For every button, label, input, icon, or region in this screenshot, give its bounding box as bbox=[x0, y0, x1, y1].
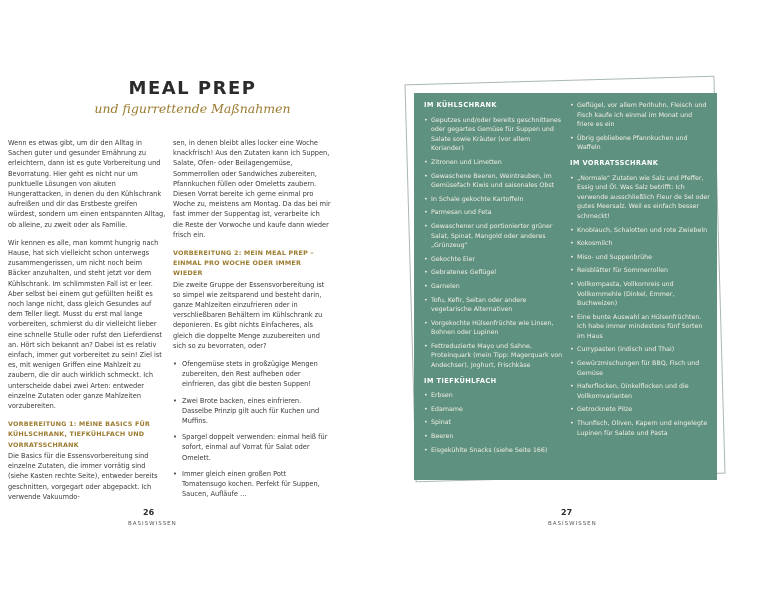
bullet-list bbox=[173, 359, 331, 499]
list-item: • Vorgekochte Hülsenfrüchte wie Linsen, Bohnen oder Lupinen bbox=[424, 319, 564, 338]
list-item: • Haferflocken, Dinkelflocken und die Vollkornvarianten bbox=[570, 382, 710, 401]
list-item: • Garnelen bbox=[424, 282, 564, 292]
box-heading: IM VORRATSSCHRANK bbox=[570, 158, 659, 167]
list-item: • Reisblätter für Sommerrollen bbox=[570, 266, 710, 276]
list-item: • Erbsen bbox=[424, 391, 564, 401]
page-section-label: BASISWISSEN bbox=[128, 521, 177, 527]
list-item: • Miso- und Suppenbrühe bbox=[570, 253, 710, 263]
section-heading: VORBEREITUNG 1: MEINE BASICS FÜR KÜHLSCHRANK, TIEFKÜHLFACH UND VORRATSSCHRANK bbox=[8, 420, 151, 449]
text-column-1 bbox=[8, 138, 166, 510]
list-item: • Tofu, Kefir, Seitan oder andere vegetarische Alternativen bbox=[424, 296, 564, 315]
list-item: • Zitronen und Limetten bbox=[424, 158, 564, 168]
list-item: • Immer gleich einen großen Pott Tomatensugo kochen. Perfekt für Suppen, Saucen, Aufläufe … bbox=[173, 469, 331, 500]
list-item: • Parmesan und Feta bbox=[424, 208, 564, 218]
list-item: • Vollkornpasta, Vollkornreis und Vollkornmehle (Dinkel, Emmer, Buchweizen) bbox=[570, 280, 710, 309]
page-number: 26 bbox=[143, 508, 155, 517]
box-heading: IM TIEFKÜHLFACH bbox=[424, 376, 497, 385]
list-item: • Ofengemüse stets in großzügige Mengen zubereiten, den Rest aufheben oder einfrieren, das gibt die besten Suppen! bbox=[173, 359, 331, 390]
list-item: • Spinat bbox=[424, 418, 564, 428]
list-item: • Eisgekühlte Snacks (siehe Seite 166) bbox=[424, 446, 564, 456]
page-subtitle: und figurrettende Maßnahmen bbox=[94, 101, 291, 116]
list-item: • Gewürzmischungen für BBQ, Fisch und Gemüse bbox=[570, 359, 710, 378]
list-item: • Fettreduzierte Mayo und Sahne, Proteinquark (mein Tipp: Magerquark von Andechser), Joghurt, Frischkäse bbox=[424, 342, 564, 371]
list-item: • Geflügel, vor allem Perlhuhn, Fleisch und Fisch kaufe ich einmal im Monat und friere es ein bbox=[570, 101, 710, 130]
list-item: • Eine bunte Auswahl an Hülsenfrüchten. Ich habe immer mindestens fünf Sorten im Haus bbox=[570, 313, 710, 342]
paragraph: Wenn es etwas gibt, um dir den Alltag in Sachen guter und gesunder Ernährung zu erleichtern, dann ist es gute Vorbereitung und Bevorratung. Hier geht es nicht nur um punktuelle Lösungen von akuten Hungerattacken, in denen du den Kühlschrank aufreißen und dir das Erstbeste greifen würdest, sondern um einen entspannten Alltag, ob alleine, zu zweit oder als Familie. bbox=[8, 139, 166, 229]
list-item: • Knoblauch, Schalotten und rote Zwiebeln bbox=[570, 226, 710, 236]
box-heading: IM KÜHLSCHRANK bbox=[424, 101, 497, 109]
list-item: • Beeren bbox=[424, 432, 564, 442]
list-item: • Getrocknete Pilze bbox=[570, 405, 710, 415]
text-column-2 bbox=[173, 138, 331, 506]
list-item: • Currypasten (indisch und Thai) bbox=[570, 345, 710, 355]
paragraph: sen, in denen bleibt alles locker eine Woche knackfrisch! Aus den Zutaten kann ich Suppen, Salate, Ofen- oder Beilagengemüse, Sommerrollen oder Sandwiches zubereiten, Pfannkuchen füllen oder Omeletts zaubern. Diesen Vorrat bereite ich gerne einmal pro Woche zu, meistens am Montag. Da das bei mir fast immer der Suppentag ist, verarbeite ich die Reste der Vorwoche und kaufe dann wieder frisch ein. bbox=[173, 139, 331, 239]
list-item: • Gewaschener und portionierter grüner Salat, Spinat, Mangold oder anderes „Grünzeug“ bbox=[424, 222, 564, 251]
page-section-label: BASISWISSEN bbox=[548, 521, 597, 527]
list-item: • Spargel doppelt verwenden: einmal heiß für sofort, einmal auf Vorrat für Salat oder Omelett. bbox=[173, 432, 331, 463]
section-heading: VORBEREITUNG 2: MEIN MEAL PREP – EINMAL PRO WOCHE ODER IMMER WIEDER bbox=[173, 249, 314, 278]
list-item: • Kokosmilch bbox=[570, 239, 710, 249]
list-item: • Übrig gebliebene Pfannkuchen und Waffeln bbox=[570, 134, 710, 153]
list-item: • Gebratenes Geflügel bbox=[424, 268, 564, 278]
page-number: 27 bbox=[561, 508, 573, 517]
list-item: • Edamame bbox=[424, 405, 564, 415]
list-item: • Gewaschene Beeren, Weintrauben, im Gemüsefach Kiwis und saisonales Obst bbox=[424, 172, 564, 191]
list-item: • Zwei Brote backen, eines einfrieren. Dasselbe Prinzip gilt auch für Kuchen und Muffins. bbox=[173, 396, 331, 427]
list-item: • „Normale“ Zutaten wie Salz und Pfeffer, Essig und Öl. Was Salz betrifft: Ich verwende ausschließlich Fleur de Sel oder gutes Meersalz. Weil es einfach besser schmeckt! bbox=[570, 174, 710, 222]
list-item: • In Schale gekochte Kartoffeln bbox=[424, 195, 564, 205]
right-page bbox=[385, 0, 770, 616]
list-item: • Thunfisch, Oliven, Kapern und eingelegte Lupinen für Salate und Pasta bbox=[570, 419, 710, 438]
paragraph: Die Basics für die Essensvorbereitung sind einzelne Zutaten, die immer vorrätig sind (siehe Kasten rechte Seite), entweder bereits geschnitten, vorgegart oder abgepackt. Ich verwende Vakuumdo- bbox=[8, 451, 158, 501]
page-title: MEAL PREP bbox=[128, 78, 257, 99]
paragraph: Die zweite Gruppe der Essensvorbereitung ist so simpel wie zeitsparend und besteht darin, ganze Mahlzeiten einzufrieren oder in verschließbaren Behältern im Kühlschrank zu deponieren. Es gibt nichts Einfacheres, als gleich die doppelte Menge zuzubereiten und sich so zu bevorraten, oder? bbox=[173, 280, 325, 350]
list-item: • Gekochte Eier bbox=[424, 255, 564, 265]
list-item: • Geputzes und/oder bereits geschnittenes oder gegartes Gemüse für Suppen und Salate sowie Kräuter (vor allem Koriander) bbox=[424, 116, 564, 154]
paragraph: Wir kennen es alle, man kommt hungrig nach Hause, hat sich vielleicht schon unterwegs zusammengerissen, um nicht noch beim Bäcker anzuhalten, und steht jetzt vor dem Kühlschrank. Im schlimmsten Fall ist er leer. Aber selbst bei einem gut gefüllten heißt es noch lange nicht, dass gleich Gesundes auf dem Teller liegt. Musst du erst mal lange vorbereiten, schmierst du dir vielleicht lieber eine schnelle Stulle oder rufst den Lieferdienst an. Hört sich bekannt an? Dabei ist es relativ einfach, immer gut vorbereitet zu sein! Ziel ist es, mit wenigen Griffen eine Mahlzeit zu zaubern, die dir auch wirklich schmeckt. Ich unterscheide dabei zwei Arten: entweder einzelne Zutaten oder ganze Mahlzeiten vorzubereiten. bbox=[8, 238, 163, 411]
